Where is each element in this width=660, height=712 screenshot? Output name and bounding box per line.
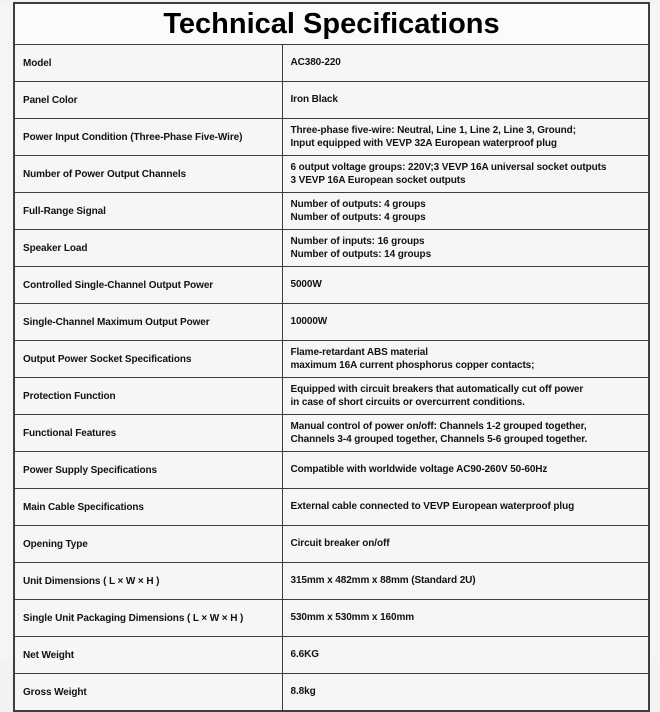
spec-label: Model: [14, 45, 282, 82]
table-row: [14, 267, 649, 304]
spec-label: Opening Type: [14, 526, 282, 563]
spec-label: Speaker Load: [14, 230, 282, 267]
spec-value: [282, 156, 649, 193]
spec-value-line: Three-phase five-wire: Neutral, Line 1, Line 2, Line 3, Ground;: [290, 124, 576, 136]
technical-specifications-table: [13, 2, 650, 712]
table-row: [14, 452, 649, 489]
spec-value: [282, 637, 649, 674]
spec-label: Protection Function: [14, 378, 282, 415]
spec-value: [282, 230, 649, 267]
spec-value-line: Number of outputs: 14 groups: [290, 249, 432, 260]
table-row: [14, 193, 649, 230]
title-row: [14, 3, 649, 45]
table-row: [14, 156, 649, 193]
spec-value-line: Number of inputs: 16 groups: [290, 235, 425, 247]
spec-value: [282, 193, 649, 230]
table-row: [14, 415, 649, 452]
spec-value-line: 3 VEVP 16A European socket outputs: [290, 175, 466, 186]
spec-value-line: Compatible with worldwide voltage AC90-260V 50-60Hz: [290, 464, 548, 476]
spec-label: Single Unit Packaging Dimensions ( L × W × H ): [14, 600, 282, 637]
spec-value: [282, 45, 649, 82]
spec-value-line: Circuit breaker on/off: [290, 538, 390, 550]
spec-value: [282, 415, 649, 452]
spec-table-body: [14, 3, 649, 711]
spec-value-line: 8.8kg: [290, 686, 316, 698]
spec-label: Number of Power Output Channels: [14, 156, 282, 193]
spec-label: Output Power Socket Specifications: [14, 341, 282, 378]
spec-value-line: maximum 16A current phosphorus copper contacts;: [290, 360, 535, 371]
table-row: [14, 600, 649, 637]
table-row: [14, 341, 649, 378]
spec-label: Power Supply Specifications: [14, 452, 282, 489]
table-row: [14, 304, 649, 341]
table-row: [14, 230, 649, 267]
spec-value: [282, 82, 649, 119]
spec-value: [282, 341, 649, 378]
spec-value: [282, 563, 649, 600]
spec-value: [282, 378, 649, 415]
spec-value-line: Equipped with circuit breakers that automatically cut off power: [290, 383, 584, 395]
spec-label: Power Input Condition (Three-Phase Five-Wire): [14, 119, 282, 156]
table-row: [14, 119, 649, 156]
spec-value: [282, 489, 649, 526]
spec-value-line: Number of outputs: 4 groups: [290, 198, 426, 210]
spec-value-line: 5000W: [290, 279, 322, 291]
table-row: [14, 45, 649, 82]
spec-label: Gross Weight: [14, 674, 282, 712]
spec-value-line: 6.6KG: [290, 649, 319, 661]
spec-value-line: AC380-220: [290, 57, 341, 69]
spec-value-line: Iron Black: [290, 94, 338, 106]
spec-value: [282, 452, 649, 489]
table-row: [14, 674, 649, 712]
spec-label: Panel Color: [14, 82, 282, 119]
spec-label: Functional Features: [14, 415, 282, 452]
spec-label: Controlled Single-Channel Output Power: [14, 267, 282, 304]
spec-label: Main Cable Specifications: [14, 489, 282, 526]
spec-value-line: 6 output voltage groups: 220V;3 VEVP 16A universal socket outputs: [290, 161, 607, 173]
table-row: [14, 637, 649, 674]
spec-value-line: External cable connected to VEVP European waterproof plug: [290, 501, 575, 513]
spec-value-line: 315mm x 482mm x 88mm (Standard 2U): [290, 575, 476, 587]
spec-value: [282, 119, 649, 156]
spec-label: Single-Channel Maximum Output Power: [14, 304, 282, 341]
spec-value-line: 530mm x 530mm x 160mm: [290, 612, 415, 624]
table-row: [14, 563, 649, 600]
table-row: [14, 82, 649, 119]
spec-value-line: in case of short circuits or overcurrent conditions.: [290, 397, 525, 408]
spec-value: [282, 304, 649, 341]
spec-value-line: Channels 3-4 grouped together, Channels 5-6 grouped together.: [290, 434, 588, 445]
spec-value: [282, 674, 649, 712]
spec-value-line: Input equipped with VEVP 32A European waterproof plug: [290, 138, 557, 149]
spec-value-line: Manual control of power on/off: Channels 1-2 grouped together,: [290, 420, 587, 432]
table-row: [14, 378, 649, 415]
spec-value: [282, 267, 649, 304]
spec-label: Unit Dimensions ( L × W × H ): [14, 563, 282, 600]
spec-value: [282, 526, 649, 563]
spec-value-line: 10000W: [290, 316, 328, 328]
spec-label: Net Weight: [14, 637, 282, 674]
spec-value: [282, 600, 649, 637]
spec-label: Full-Range Signal: [14, 193, 282, 230]
table-row: [14, 526, 649, 563]
spec-sheet-page: [0, 2, 660, 698]
spec-value-line: Number of outputs: 4 groups: [290, 212, 426, 223]
page-title: Technical Specifications: [14, 3, 649, 45]
table-row: [14, 489, 649, 526]
spec-value-line: Flame-retardant ABS material: [290, 346, 428, 358]
